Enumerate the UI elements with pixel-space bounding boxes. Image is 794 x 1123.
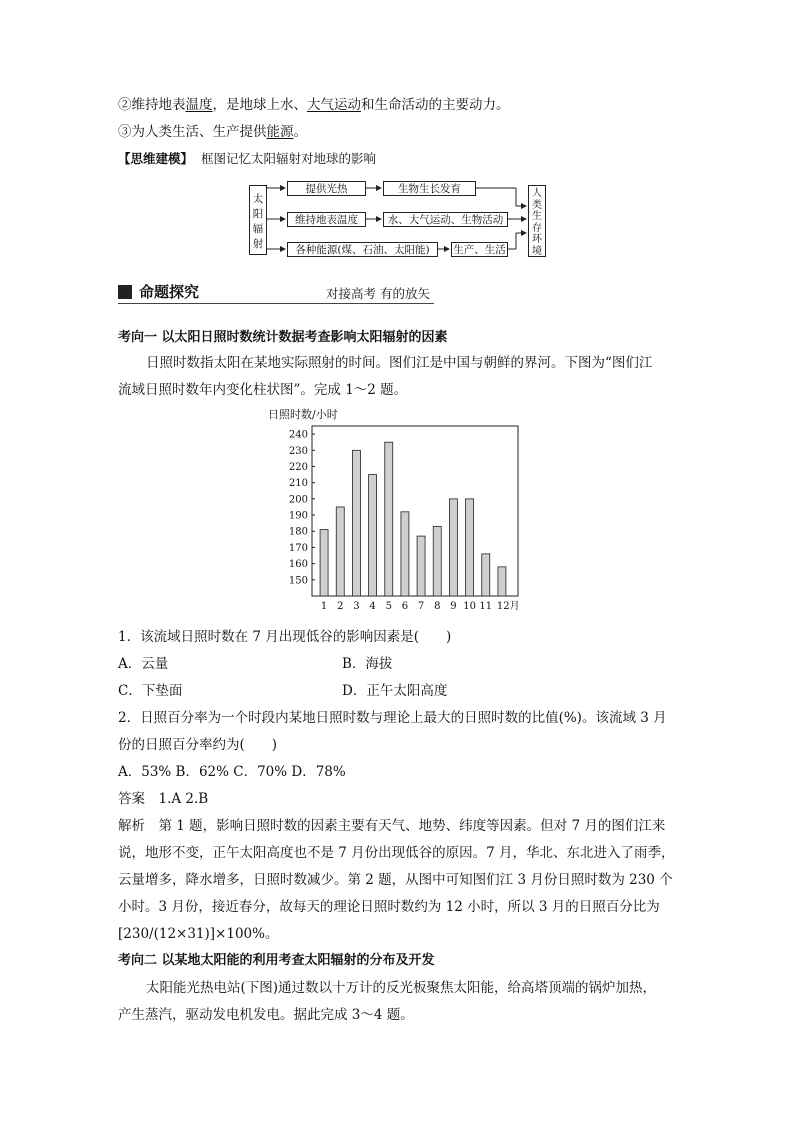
bar xyxy=(498,567,506,596)
flow-right-char: 存 xyxy=(532,222,542,234)
bar xyxy=(482,554,490,596)
y-tick-label: 150 xyxy=(288,575,308,587)
q1-paragraph-2: 流域日照时数年内变化柱状图”。完成 1～2 题。 xyxy=(118,382,408,398)
q1-heading: 考向一 以太阳日照时数统计数据考查影响太阳辐射的因素 xyxy=(118,330,448,345)
answer: 答案 1.A 2.B xyxy=(118,791,209,807)
model-heading xyxy=(118,150,376,168)
flow-box-2: 生物生长发育 xyxy=(383,181,476,196)
q1-option-b: B．海拔 xyxy=(342,656,393,672)
q1-option-a: A．云量 xyxy=(118,656,169,672)
model-title: 框图记忆太阳辐射对地球的影响 xyxy=(200,151,376,166)
bar xyxy=(352,450,360,596)
q2-paragraph-2: 产生蒸汽，驱动发电机发电。据此完成 3～4 题。 xyxy=(118,1007,414,1023)
bar-chart xyxy=(270,424,530,620)
bar xyxy=(417,536,425,596)
x-tick-label: 10 xyxy=(463,601,476,612)
y-tick-label: 210 xyxy=(288,478,308,490)
flow-right-char: 人 xyxy=(532,188,542,199)
y-tick-label: 230 xyxy=(288,445,308,457)
bar xyxy=(369,475,377,596)
flow-box-5: 各种能源(煤、石油、太阳能) xyxy=(287,242,438,257)
y-tick-label: 240 xyxy=(288,429,308,441)
x-tick-label: 8 xyxy=(434,601,441,612)
flow-right-char: 类 xyxy=(532,199,542,211)
text: 。 xyxy=(293,124,307,140)
explanation-line-1: 解析 第 1 题，影响日照时数的因素主要有天气、地势、纬度等因素。但对 7 月的图们江来 xyxy=(118,818,666,834)
q1-paragraph-1: 日照时数指太阳在某地实际照射的时间。图们江是中国与朝鲜的界河。下图为“图们江 xyxy=(146,355,653,371)
bar xyxy=(433,526,441,596)
flow-box-6: 生产、生活 xyxy=(451,242,508,257)
q1-option-c: C．下垫面 xyxy=(118,683,183,699)
x-tick-label: 3 xyxy=(353,601,360,612)
y-tick-label: 180 xyxy=(288,526,308,538)
y-tick-label: 220 xyxy=(288,461,308,473)
bar xyxy=(466,499,474,596)
explanation-line-3: 云量增多，降水增多，日照时数减少。第 2 题，从图中可知图们江 3 月份日照时数为 230 个 xyxy=(118,872,673,888)
flow-left-char: 辐 xyxy=(252,223,264,235)
flow-right-char: 境 xyxy=(532,245,542,257)
x-tick-label: 4 xyxy=(369,601,376,612)
underlined-text: 能源 xyxy=(266,124,294,140)
y-tick-label: 170 xyxy=(288,542,308,554)
flow-box-4: 水、大气运动、生物活动 xyxy=(383,212,508,227)
x-tick-label: 7 xyxy=(417,601,425,612)
y-tick-label: 200 xyxy=(288,494,308,506)
text: 和生命活动的主要动力。 xyxy=(361,97,510,113)
bar xyxy=(336,507,344,596)
explanation-line-4: 小时。3 月份，接近春分，故每天的理论日照时数约为 12 小时，所以 3 月的日照百分比为 xyxy=(118,899,660,915)
question-2-line-1: 2．日照百分率为一个时段内某地日照时数与理论上最大的日照时数的比值(%)。该流域 3 月 xyxy=(118,710,667,726)
question-2-line-2: 份的日照百分率约为( ) xyxy=(118,737,278,753)
intro-line-2 xyxy=(118,96,510,114)
explanation-line-5: [230/(12×31)]×100%。 xyxy=(118,926,279,942)
flow-left-char: 阳 xyxy=(252,208,264,220)
question-1: 1．该流域日照时数在 7 月出现低谷的影响因素是( ) xyxy=(118,629,452,645)
q2-paragraph-1: 太阳能光热电站(下图)通过数以十万计的反光板聚焦太阳能，给高塔顶端的锅炉加热， xyxy=(146,980,657,996)
x-tick-label: 1 xyxy=(320,601,328,612)
bar xyxy=(320,530,328,596)
bar xyxy=(385,442,393,596)
flow-box-3: 维持地表温度 xyxy=(287,212,366,227)
x-tick-label: 12月 xyxy=(496,601,520,612)
text: ②维持地表 xyxy=(118,97,186,113)
section-title: 命题探究 xyxy=(139,283,200,301)
x-tick-label: 9 xyxy=(450,601,457,612)
intro-line-3 xyxy=(118,123,307,141)
explanation-line-2: 说，地形不变，正午太阳高度也不是 7 月份出现低谷的原因。7 月，华北、东北进入了雨季， xyxy=(118,845,675,861)
chart-ylabel: 日照时数/小时 xyxy=(268,408,338,421)
x-tick-label: 5 xyxy=(385,601,392,612)
section-divider xyxy=(118,303,434,304)
x-tick-label: 2 xyxy=(337,601,344,612)
flow-left-char: 太 xyxy=(252,193,264,205)
x-tick-label: 11 xyxy=(479,601,493,612)
text: ，是地球上水、 xyxy=(212,97,307,113)
flow-left-char: 射 xyxy=(252,238,264,250)
section-square-icon xyxy=(118,285,132,299)
y-tick-label: 190 xyxy=(288,510,308,522)
y-tick-label: 160 xyxy=(288,559,308,571)
flow-right-char: 生 xyxy=(532,211,542,222)
text: ③为人类生活、生产提供 xyxy=(118,124,267,140)
bar xyxy=(449,499,457,596)
model-tag: 【思维建模】 xyxy=(118,151,194,166)
flow-right-char: 环 xyxy=(532,234,542,245)
bar xyxy=(401,512,409,596)
q2-heading: 考向二 以某地太阳能的利用考查太阳辐射的分布及开发 xyxy=(118,953,435,968)
q2-options: A．53% B．62% C．70% D．78% xyxy=(118,764,346,780)
section-subtitle: 对接高考 有的放矢 xyxy=(326,286,430,301)
underlined-text: 大气运动 xyxy=(307,97,361,113)
underlined-text: 温度 xyxy=(185,97,213,113)
x-tick-label: 6 xyxy=(401,601,409,612)
q1-option-d: D．正午太阳高度 xyxy=(342,683,448,699)
flow-box-1: 提供光热 xyxy=(287,181,366,196)
